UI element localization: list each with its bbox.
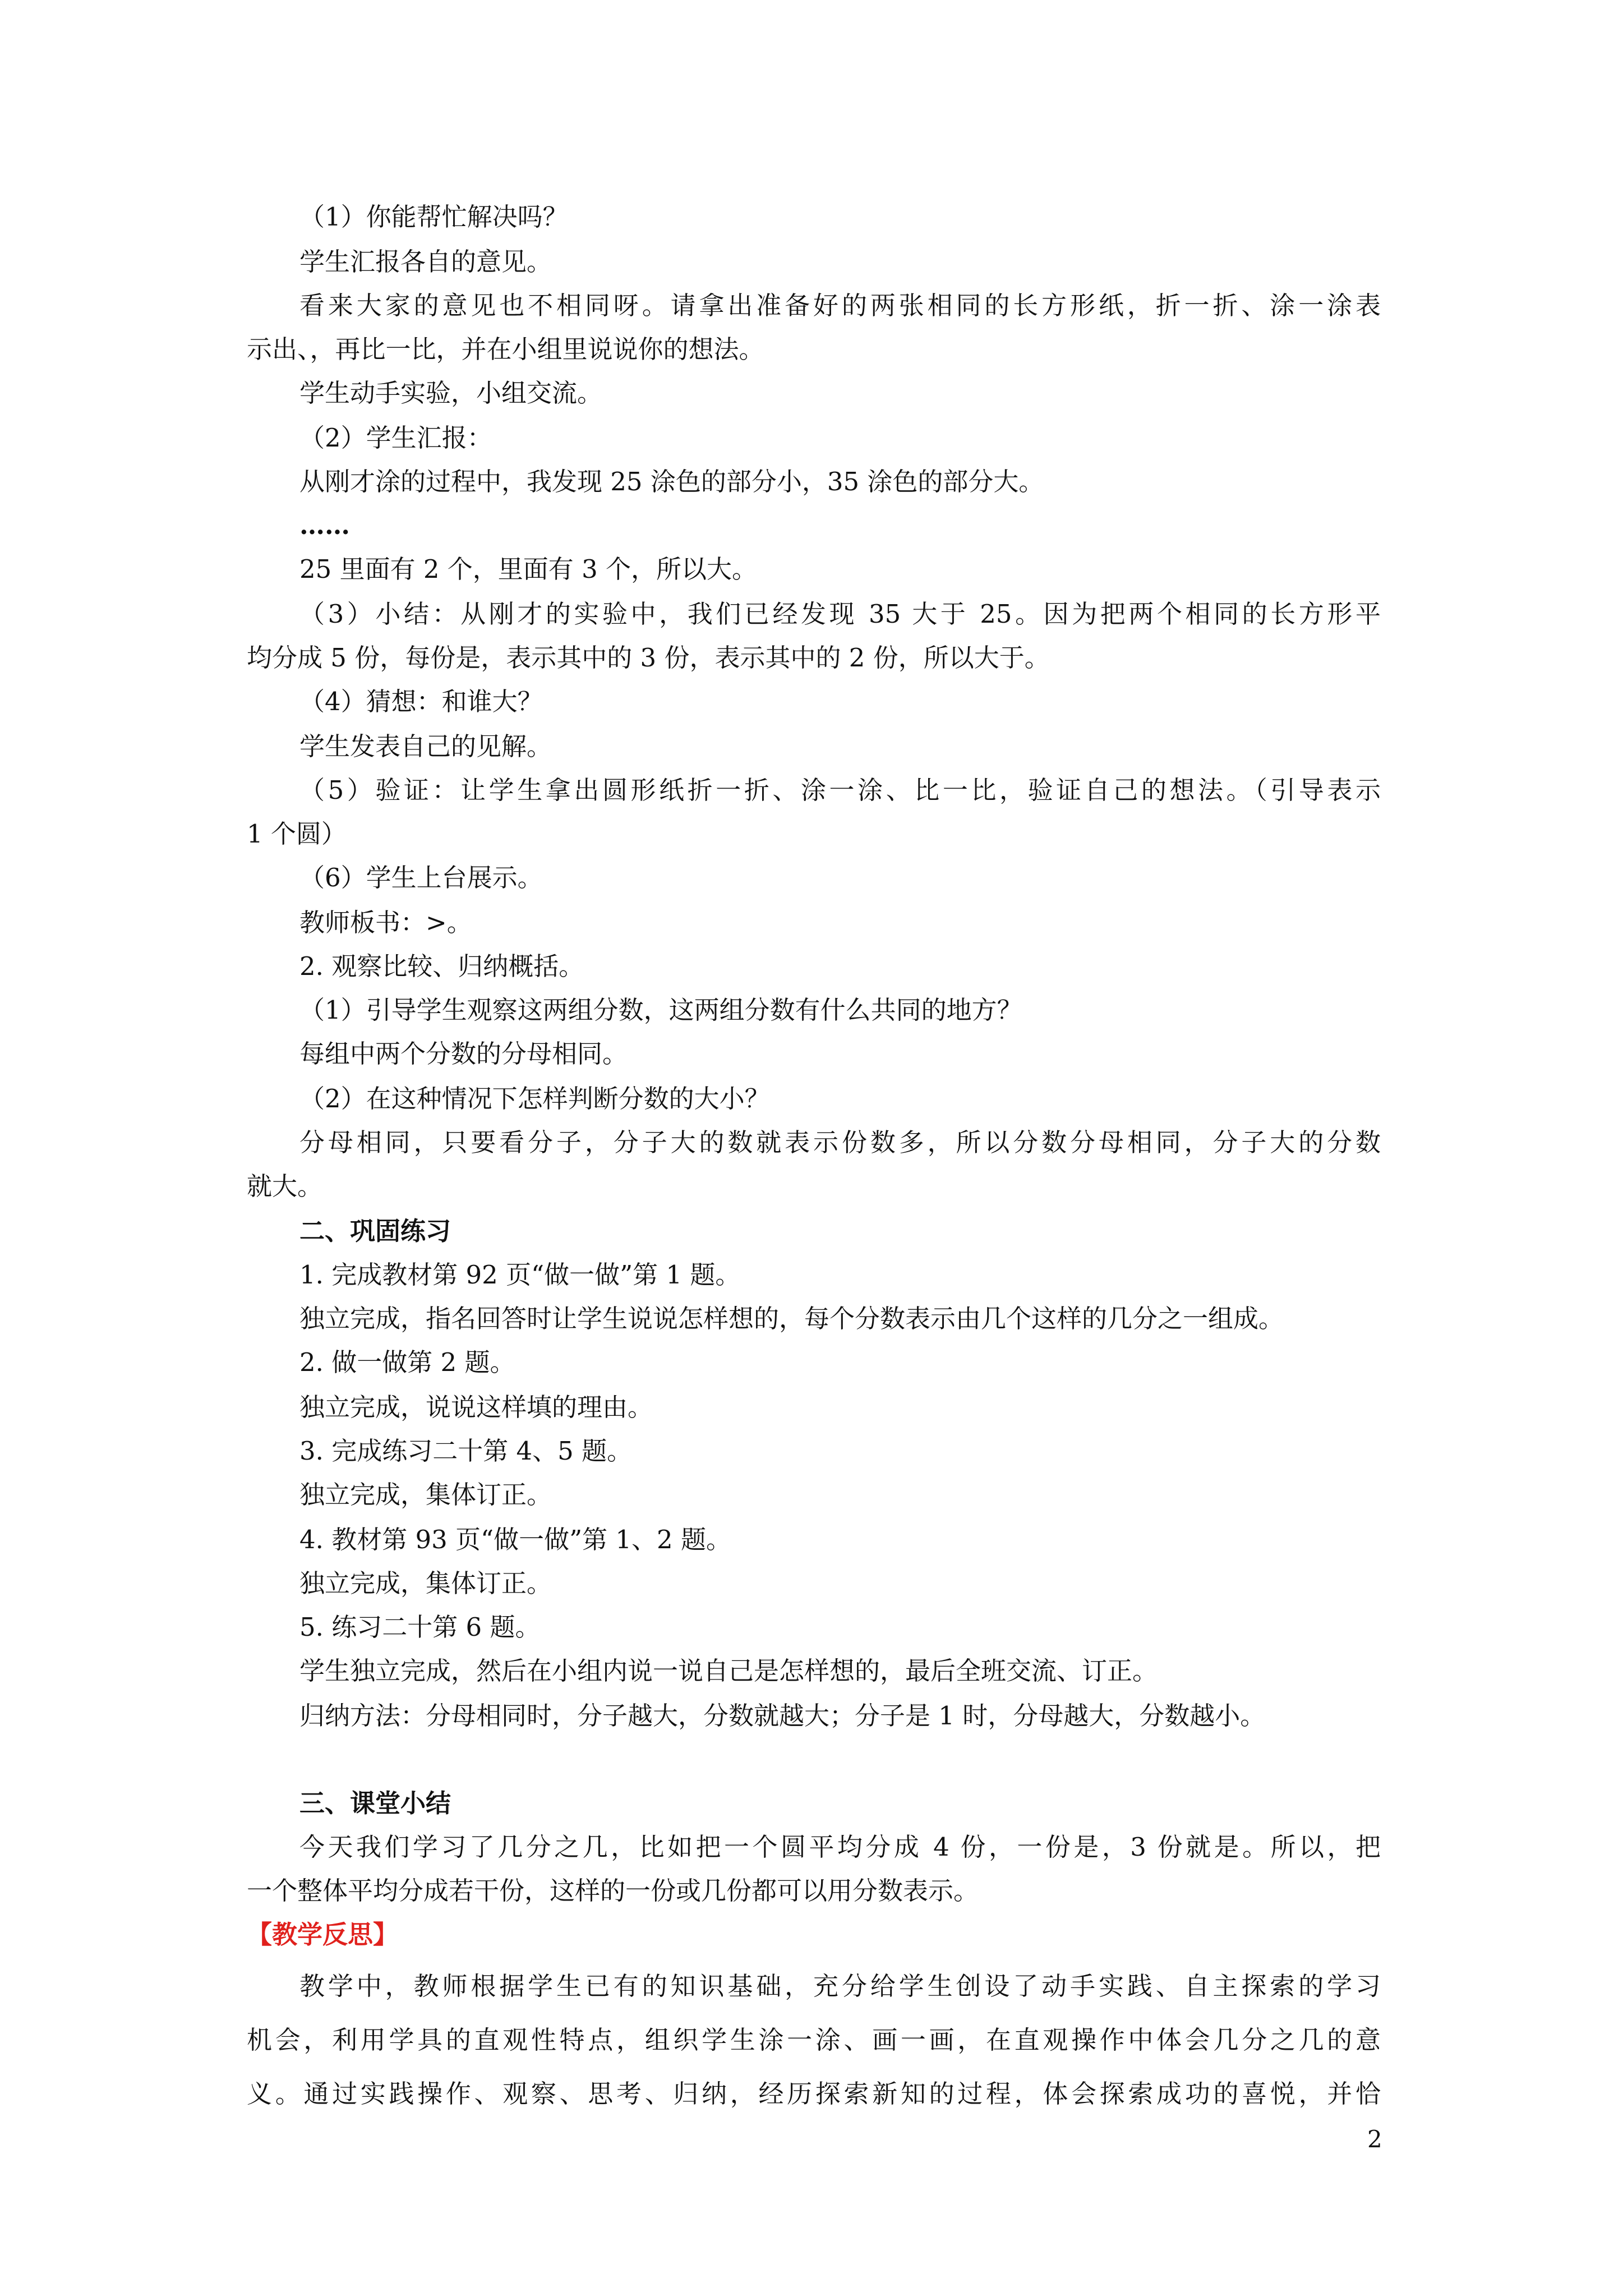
text-line: （2）在这种情况下怎样判断分数的大小？ — [299, 1084, 770, 1114]
text-line: 学生独立完成，然后在小组内说一说自己是怎样想的，最后全班交流、订正。 — [299, 1656, 1158, 1686]
text-line: 25 里面有 2 个，里面有 3 个，所以大。 — [299, 554, 758, 584]
text-line: 一个整体平均分成若干份，这样的一份或几份都可以用分数表示。 — [247, 1876, 979, 1906]
text-line: 1. 完成教材第 92 页“做一做”第 1 题。 — [299, 1260, 741, 1290]
text-line: 教师板书：>。 — [299, 908, 472, 937]
text-line: 均分成 5 份，每份是，表示其中的 3 份，表示其中的 2 份，所以大于。 — [247, 643, 1050, 673]
text-line: 今天我们学习了几分之几，比如把一个圆平均分成 4 份，一份是，3 份就是。所以，把 — [299, 1832, 1381, 1862]
text-line: 学生发表自己的见解。 — [299, 731, 552, 761]
text-line: 从刚才涂的过程中，我发现 25 涂色的部分小，35 涂色的部分大。 — [299, 467, 1044, 496]
text-line: 2. 做一做第 2 题。 — [299, 1347, 515, 1377]
text-line: 义。通过实践操作、观察、思考、归纳，经历探索新知的过程，体会探索成功的喜悦，并恰 — [247, 2079, 1381, 2109]
text-line: （1）引导学生观察这两组分数，这两组分数有什么共同的地方？ — [299, 995, 1022, 1025]
text-line: 就大。 — [247, 1171, 323, 1201]
text-line: …… — [299, 510, 350, 540]
text-line: （3）小结：从刚才的实验中，我们已经发现 35 大于 25。因为把两个相同的长方形平 — [299, 599, 1381, 629]
text-line: 归纳方法：分母相同时，分子越大，分数就越大；分子是 1 时，分母越大，分数越小。 — [299, 1701, 1266, 1731]
text-line: （6）学生上台展示。 — [299, 863, 543, 892]
text-line: 分母相同，只要看分子，分子大的数就表示份数多，所以分数分母相同，分子大的分数 — [299, 1128, 1381, 1157]
text-line: 每组中两个分数的分母相同。 — [299, 1039, 628, 1069]
section-heading: 二、巩固练习 — [299, 1216, 451, 1246]
text-line: 机会，利用学具的直观性特点，组织学生涂一涂、画一画，在直观操作中体会几分之几的意 — [247, 2025, 1381, 2055]
text-line: 5. 练习二十第 6 题。 — [299, 1612, 541, 1642]
text-line: （2）学生汇报： — [299, 423, 492, 453]
text-line: 独立完成，说说这样填的理由。 — [299, 1392, 653, 1422]
text-line: 独立完成，指名回答时让学生说说怎样想的，每个分数表示由几个这样的几分之一组成。 — [299, 1304, 1284, 1333]
text-line: 学生汇报各自的意见。 — [299, 247, 552, 277]
page-number: 2 — [1367, 2125, 1382, 2153]
text-line: 4. 教材第 93 页“做一做”第 1、2 题。 — [299, 1525, 731, 1554]
section-heading: 三、课堂小结 — [299, 1788, 451, 1818]
text-line: 3. 完成练习二十第 4、5 题。 — [299, 1436, 633, 1466]
text-line: 1 个圆） — [247, 819, 347, 849]
text-line: 独立完成，集体订正。 — [299, 1568, 552, 1598]
reflection-heading: 【教学反思】 — [247, 1920, 399, 1949]
text-line: 学生动手实验，小组交流。 — [299, 378, 603, 408]
text-line: 教学中，教师根据学生已有的知识基础，充分给学生创设了动手实践、自主探索的学习 — [299, 1971, 1381, 2001]
text-line: 示出、，再比一比，并在小组里说说你的想法。 — [247, 334, 764, 364]
text-line: 看来大家的意见也不相同呀。请拿出准备好的两张相同的长方形纸，折一折、涂一涂表 — [299, 291, 1381, 320]
text-line: 独立完成，集体订正。 — [299, 1480, 552, 1510]
text-line: 2. 观察比较、归纳概括。 — [299, 951, 584, 981]
text-line: （4）猜想：和谁大？ — [299, 687, 543, 716]
text-line: （1）你能帮忙解决吗？ — [299, 202, 568, 232]
text-line: （5）验证：让学生拿出圆形纸折一折、涂一涂、比一比，验证自己的想法。（引导表示 — [299, 775, 1381, 805]
